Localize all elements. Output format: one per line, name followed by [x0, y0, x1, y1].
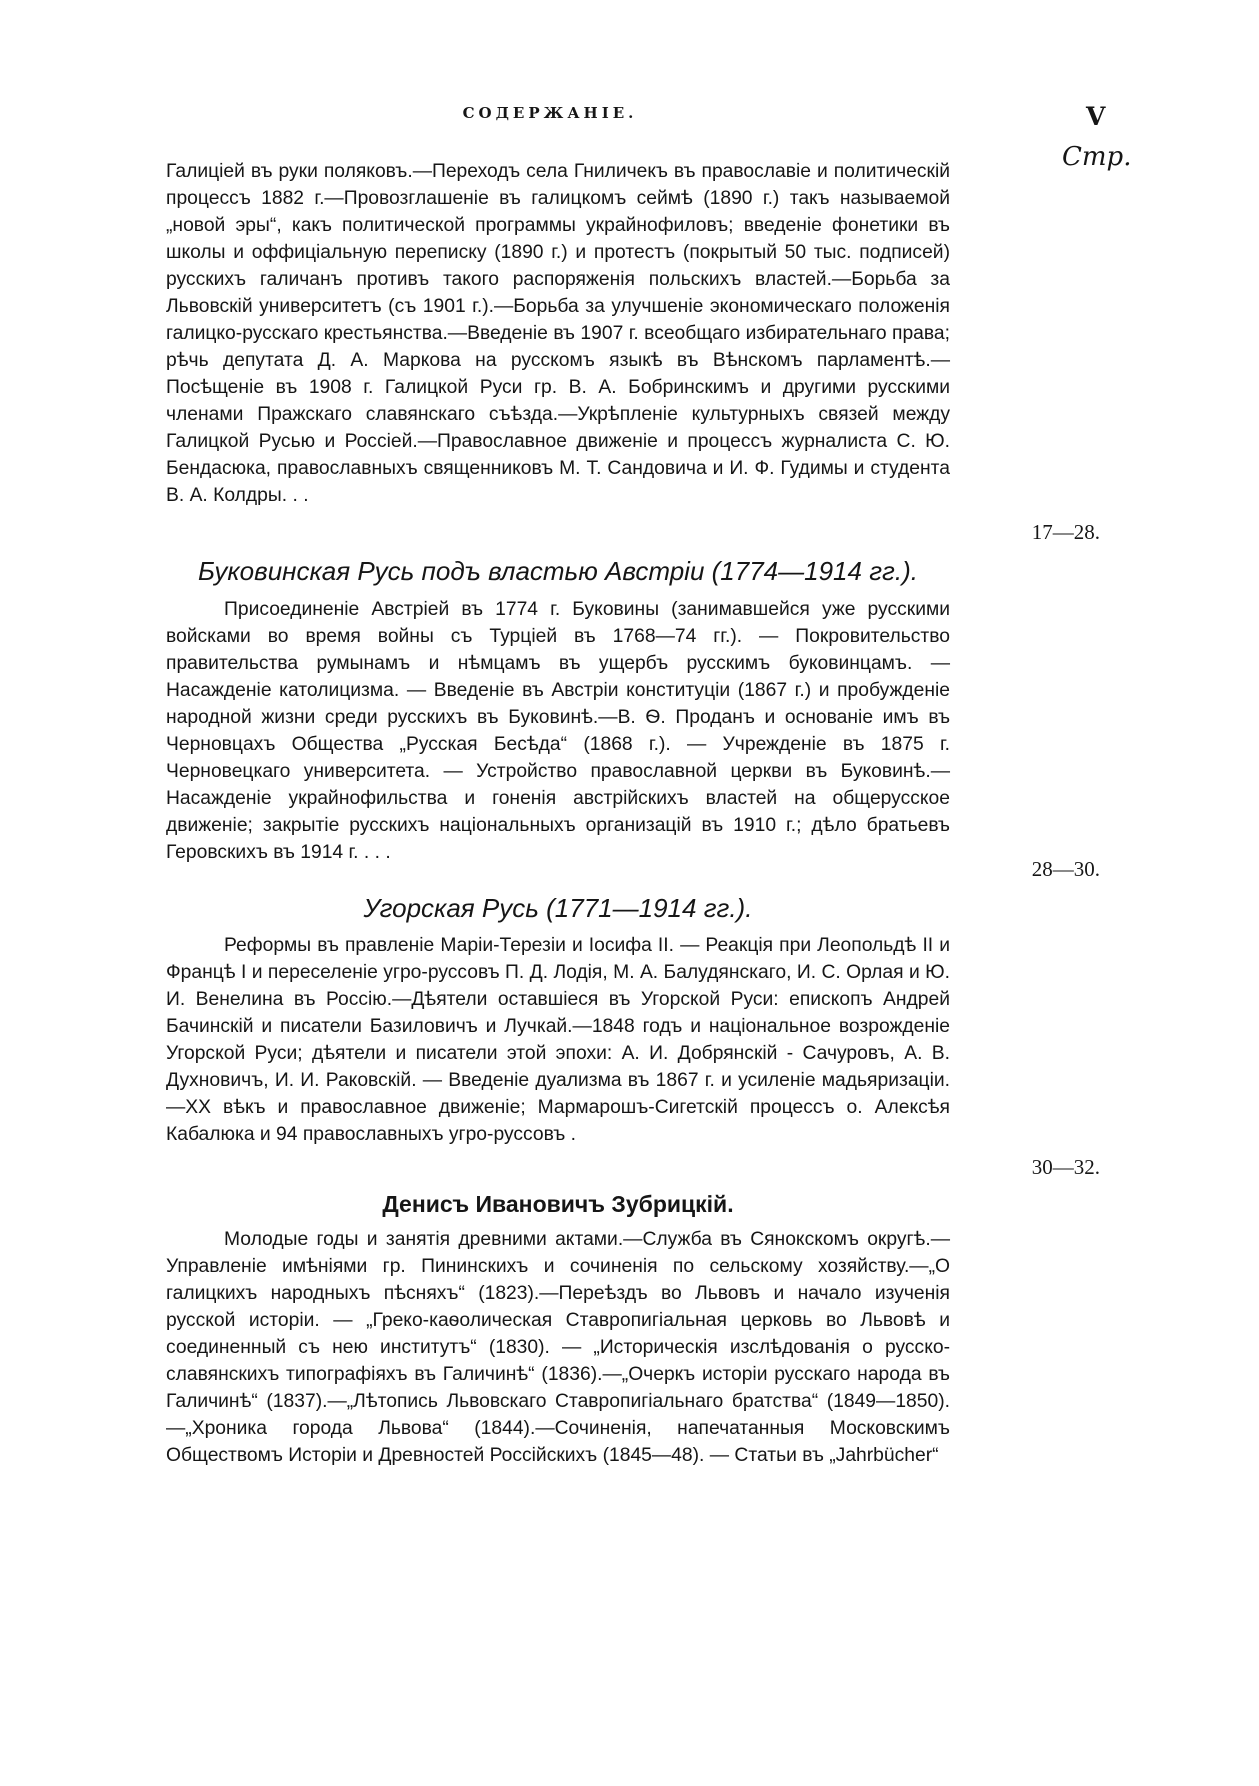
pages-column-label: Стр. — [1062, 142, 1132, 172]
entry-description: Молодые годы и занятія древними актами.—Служба въ Сянокскомъ округѣ.—Управленіе имѣніями гр. Пининскихъ и сочиненія по сельскому хозяйству.—„О галицкихъ народныхъ пѣсняхъ“ (1823).—Переѣздъ во Львовъ и начало изученія русской исторіи. — „Греко-каѳолическая Ставропигіальная церковь во Львовѣ и соединенный съ нею институтъ“ (1830). — „Историческія изслѣдованія о русско-славянскихъ типографіяхъ въ Галичинѣ“ (1836).—„Очеркъ исторіи русскаго народа въ Галичинѣ“ (1837).—„Лѣтопись Львовскаго Ставропигіальнаго братства“ (1849—1850).—„Хроника города Львова“ (1844).—Сочиненія, напечатанныя Московскимъ Обществомъ Исторіи и Древностей Россійскихъ (1845—48). — Статьи въ „Jahrbücher“ — [166, 1229, 950, 1466]
entry-pages: 30—32. — [1031, 1155, 1100, 1179]
toc-entry — [166, 932, 950, 1148]
page-number: V — [1086, 102, 1106, 131]
entry-description: Реформы въ правленіе Маріи-Терезіи и Іосифа II. — Реакція при Леопольдѣ II и Францѣ I и переселеніе угро-руссовъ П. Д. Лодія, М. А. Балудянскаго, И. С. Орлая и Ю. И. Венелина въ Россію.—Дѣятели оставшіеся въ Угорской Руси: епископъ Андрей Бачинскій и писатели Базиловичъ и Лучкай.—1848 годъ и національное возрожденіе Угорской Руси; дѣятели и писатели этой эпохи: А. И. Добрянскій - Сачуровъ, А. В. Духновичъ, И. И. Раковскій. — Введеніе дуализма въ 1867 г. и усиленіе мадьяризаціи.—XX вѣкъ и православное движеніе; Мармарошъ-Сигетскій процессъ о. Алексѣя Кабалюка и 94 православныхъ угро-руссовъ . — [166, 935, 950, 1145]
section-heading: Денисъ Ивановичъ Зубрицкій. — [382, 1191, 734, 1217]
section-heading: Угорская Русь (1771—1914 гг.). — [363, 893, 753, 923]
entry-description: Галиціей въ руки поляковъ.—Переходъ села Гниличекъ въ православіе и политическій процессъ 1882 г.—Провозглашеніе въ галицкомъ сеймѣ (1890 г.) такъ называемой „новой эры“, какъ политической программы украйнофиловъ; введеніе фонетики въ школы и оффиціальную переписку (1890 г.) и протестъ (покрытый 50 тыс. подписей) русскихъ галичанъ противъ такого распоряженія польскихъ властей.—Борьба за Львовскій университетъ (съ 1901 г.).—Борьба за улучшеніе экономическаго положенія галицко-русскаго крестьянства.—Введеніе въ 1907 г. всеобщаго избирательнаго права; рѣчь депутата Д. А. Маркова на русскомъ языкѣ въ Вѣнскомъ парламентѣ.—Посѣщеніе въ 1908 г. Галицкой Руси гр. В. А. Бобринскимъ и другими русскими членами Пражскаго славянскаго съѣзда.—Укрѣпленіе культурныхъ связей между Галицкой Русью и Россіей.—Православное движеніе и процессъ журналиста С. Ю. Бендасюка, православныхъ священниковъ М. Т. Сандовича и И. Ф. Гудимы и студента В. А. Колдры. . . — [166, 161, 950, 506]
entry-pages: 17—28. — [1031, 520, 1100, 544]
section-heading: Буковинская Русь подъ властью Австріи (1774—1914 гг.). — [198, 556, 918, 586]
entry-description: Присоединеніе Австріей въ 1774 г. Буковины (занимавшейся уже русскими войсками во время войны съ Турціей въ 1768—74 гг.). — Покровительство правительства румынамъ и нѣмцамъ въ ущербъ русскимъ буковинцамъ. — Насажденіе католицизма. — Введеніе въ Австріи конституціи (1867 г.) и пробужденіе народной жизни среди русскихъ въ Буковинѣ.—В. Ѳ. Проданъ и основаніе имъ въ Черновцахъ Общества „Русская Бесѣда“ (1868 г.). — Учрежденіе въ 1875 г. Черновецкаго университета. — Устройство православной церкви въ Буковинѣ.—Насажденіе украйнофильства и гоненія австрійскихъ властей на общерусское движеніе; закрытіе русскихъ національныхъ организацій въ 1910 г.; дѣло братьевъ Геровскихъ въ 1914 г. . . . — [166, 599, 950, 863]
toc-entry — [166, 1226, 950, 1469]
entry-pages: 28—30. — [1031, 857, 1100, 881]
toc-entry — [166, 596, 950, 866]
toc-entry — [166, 158, 950, 509]
running-title: СОДЕРЖАНІЕ. — [462, 104, 638, 122]
